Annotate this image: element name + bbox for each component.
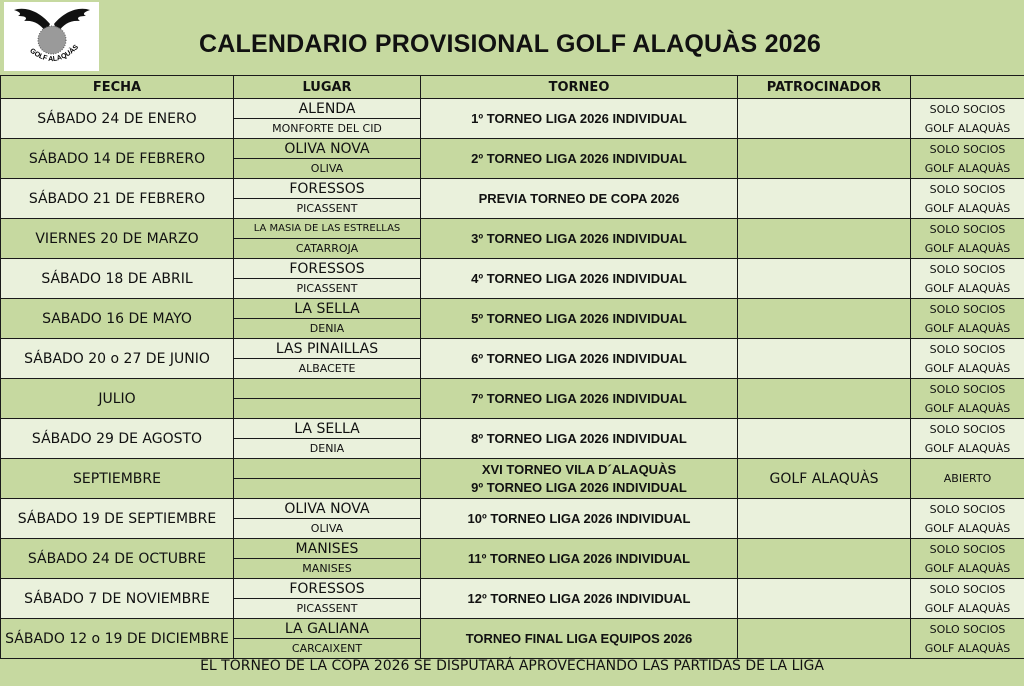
lugar-town: DENIA <box>309 322 345 335</box>
acceso-line-1: SOLO SOCIOS <box>929 582 1006 596</box>
lugar-cell <box>234 139 421 179</box>
calendar-table <box>0 75 1024 659</box>
torneo-name: 6º TORNEO LIGA 2026 INDIVIDUAL <box>471 350 687 366</box>
patrocinador-cell <box>738 619 911 659</box>
torneo-name: 1º TORNEO LIGA 2026 INDIVIDUAL <box>471 110 687 126</box>
lugar-course: LAS PINAILLAS <box>234 339 420 359</box>
lugar-cell <box>234 379 421 419</box>
patrocinador-cell <box>738 299 911 339</box>
club-logo <box>4 2 99 71</box>
fecha-cell: SÁBADO 29 DE AGOSTO <box>1 419 234 459</box>
fecha-cell: VIERNES 20 DE MARZO <box>1 219 234 259</box>
acceso-line-1: ABIERTO <box>943 472 992 485</box>
lugar-course: OLIVA NOVA <box>234 499 420 519</box>
header-fecha: FECHA <box>1 76 234 99</box>
lugar-town: CARCAIXENT <box>291 642 363 655</box>
fecha-cell: SÁBADO 19 DE SEPTIEMBRE <box>1 499 234 539</box>
acceso-cell <box>911 339 1024 379</box>
torneo-name: 3º TORNEO LIGA 2026 INDIVIDUAL <box>471 230 687 246</box>
acceso-line-2: GOLF ALAQUÀS <box>924 401 1011 415</box>
footer-note: EL TORNEO DE LA COPA 2026 SE DISPUTARÁ APROVECHANDO LAS PARTIDAS DE LA LIGA <box>200 658 824 674</box>
torneo-cell <box>421 339 738 379</box>
lugar-cell <box>234 219 421 259</box>
patrocinador-cell <box>738 219 911 259</box>
patrocinador-cell <box>738 579 911 619</box>
fecha-cell: SÁBADO 14 DE FEBRERO <box>1 139 234 179</box>
fecha-cell: SÁBADO 18 DE ABRIL <box>1 259 234 299</box>
lugar-cell <box>234 459 421 499</box>
lugar-town: PICASSENT <box>296 202 358 215</box>
acceso-cell <box>911 299 1024 339</box>
patrocinador-cell <box>738 139 911 179</box>
table-row <box>1 139 1024 179</box>
lugar-course: FORESSOS <box>234 259 420 279</box>
acceso-line-2: GOLF ALAQUÀS <box>924 201 1011 215</box>
lugar-town: CATARROJA <box>295 242 359 255</box>
acceso-line-2: GOLF ALAQUÀS <box>924 561 1011 575</box>
torneo-cell <box>421 179 738 219</box>
lugar-cell <box>234 339 421 379</box>
acceso-cell <box>911 579 1024 619</box>
header-row <box>1 76 1024 99</box>
page-title: CALENDARIO PROVISIONAL GOLF ALAQUÀS 2026 <box>199 30 821 58</box>
torneo-cell <box>421 219 738 259</box>
acceso-line-1: SOLO SOCIOS <box>929 222 1006 236</box>
fecha-cell: SÁBADO 7 DE NOVIEMBRE <box>1 579 234 619</box>
patrocinador-cell: GOLF ALAQUÀS <box>738 459 911 499</box>
acceso-line-2: GOLF ALAQUÀS <box>924 521 1011 535</box>
lugar-course: LA GALIANA <box>234 619 420 639</box>
torneo-cell <box>421 539 738 579</box>
lugar-cell <box>234 539 421 579</box>
table-row <box>1 499 1024 539</box>
acceso-cell <box>911 499 1024 539</box>
acceso-line-1: SOLO SOCIOS <box>929 422 1006 436</box>
lugar-town <box>234 399 420 418</box>
fecha-cell: SÁBADO 12 o 19 DE DICIEMBRE <box>1 619 234 659</box>
header-patrocinador: PATROCINADOR <box>738 76 911 99</box>
lugar-town: DENIA <box>309 442 345 455</box>
fecha-cell: SABADO 16 DE MAYO <box>1 299 234 339</box>
torneo-cell <box>421 619 738 659</box>
lugar-town: OLIVA <box>310 162 344 175</box>
fecha-cell: SÁBADO 24 DE ENERO <box>1 99 234 139</box>
lugar-cell <box>234 419 421 459</box>
lugar-course: OLIVA NOVA <box>234 139 420 159</box>
header-lugar: LUGAR <box>234 76 421 99</box>
fecha-cell: SÁBADO 21 DE FEBRERO <box>1 179 234 219</box>
torneo-cell <box>421 499 738 539</box>
lugar-cell <box>234 99 421 139</box>
acceso-cell <box>911 179 1024 219</box>
acceso-line-1: SOLO SOCIOS <box>929 542 1006 556</box>
acceso-line-1: SOLO SOCIOS <box>929 262 1006 276</box>
fecha-cell: SÁBADO 24 DE OCTUBRE <box>1 539 234 579</box>
lugar-cell <box>234 619 421 659</box>
acceso-cell <box>911 219 1024 259</box>
lugar-course <box>234 459 420 479</box>
lugar-town: PICASSENT <box>296 602 358 615</box>
lugar-cell <box>234 579 421 619</box>
acceso-line-1: SOLO SOCIOS <box>929 342 1006 356</box>
acceso-line-1: SOLO SOCIOS <box>929 302 1006 316</box>
table-row <box>1 259 1024 299</box>
fecha-cell: JULIO <box>1 379 234 419</box>
patrocinador-cell <box>738 339 911 379</box>
lugar-town: OLIVA <box>310 522 344 535</box>
acceso-line-1: SOLO SOCIOS <box>929 622 1006 636</box>
lugar-town <box>234 479 420 498</box>
table-row <box>1 99 1024 139</box>
lugar-town: ALBACETE <box>298 362 356 375</box>
torneo-name-2: 9º TORNEO LIGA 2026 INDIVIDUAL <box>471 479 687 495</box>
table-row <box>1 619 1024 659</box>
lugar-course: FORESSOS <box>234 179 420 199</box>
acceso-cell <box>911 139 1024 179</box>
torneo-name: XVI TORNEO VILA D´ALAQUÀS <box>481 461 677 477</box>
acceso-line-2: GOLF ALAQUÀS <box>924 241 1011 255</box>
patrocinador-cell <box>738 499 911 539</box>
lugar-town: MANISES <box>302 562 352 575</box>
fecha-cell: SEPTIEMBRE <box>1 459 234 499</box>
acceso-line-2: GOLF ALAQUÀS <box>924 641 1011 655</box>
acceso-cell <box>911 619 1024 659</box>
lugar-course: MANISES <box>234 539 420 559</box>
table-row <box>1 579 1024 619</box>
lugar-course: FORESSOS <box>234 579 420 599</box>
lugar-course <box>234 379 420 399</box>
acceso-cell <box>911 379 1024 419</box>
torneo-name: 5º TORNEO LIGA 2026 INDIVIDUAL <box>471 310 687 326</box>
acceso-line-1: SOLO SOCIOS <box>929 142 1006 156</box>
torneo-name: TORNEO FINAL LIGA EQUIPOS 2026 <box>465 630 693 646</box>
table-row <box>1 299 1024 339</box>
torneo-name: 2º TORNEO LIGA 2026 INDIVIDUAL <box>471 150 687 166</box>
patrocinador-cell <box>738 259 911 299</box>
winged-golf-ball-icon <box>4 2 99 71</box>
acceso-line-1: SOLO SOCIOS <box>929 382 1006 396</box>
torneo-name: 11º TORNEO LIGA 2026 INDIVIDUAL <box>467 550 691 566</box>
lugar-cell <box>234 499 421 539</box>
lugar-course: LA MASIA DE LAS ESTRELLAS <box>234 219 420 239</box>
patrocinador-cell <box>738 419 911 459</box>
torneo-name: PREVIA TORNEO DE COPA 2026 <box>478 190 680 206</box>
acceso-line-2: GOLF ALAQUÀS <box>924 441 1011 455</box>
acceso-line-2: GOLF ALAQUÀS <box>924 321 1011 335</box>
table-row <box>1 339 1024 379</box>
acceso-line-2: GOLF ALAQUÀS <box>924 161 1011 175</box>
torneo-cell <box>421 459 738 499</box>
acceso-cell <box>911 259 1024 299</box>
table-row <box>1 419 1024 459</box>
acceso-line-1: SOLO SOCIOS <box>929 102 1006 116</box>
torneo-cell <box>421 259 738 299</box>
lugar-cell <box>234 259 421 299</box>
torneo-cell <box>421 419 738 459</box>
patrocinador-cell <box>738 179 911 219</box>
acceso-cell <box>911 539 1024 579</box>
patrocinador-cell <box>738 379 911 419</box>
lugar-course: ALENDA <box>234 99 420 119</box>
lugar-town: MONFORTE DEL CID <box>272 122 382 135</box>
table-row <box>1 539 1024 579</box>
header-acceso <box>911 76 1024 99</box>
lugar-course: LA SELLA <box>234 419 420 439</box>
patrocinador-cell <box>738 539 911 579</box>
torneo-cell <box>421 299 738 339</box>
table-row <box>1 459 1024 499</box>
acceso-line-1: SOLO SOCIOS <box>929 182 1006 196</box>
torneo-name: 12º TORNEO LIGA 2026 INDIVIDUAL <box>467 590 691 606</box>
header-torneo: TORNEO <box>421 76 738 99</box>
acceso-line-2: GOLF ALAQUÀS <box>924 121 1011 135</box>
lugar-cell <box>234 299 421 339</box>
table-row <box>1 219 1024 259</box>
acceso-line-2: GOLF ALAQUÀS <box>924 361 1011 375</box>
table-row <box>1 179 1024 219</box>
torneo-cell <box>421 379 738 419</box>
svg-text:GOLF ALAQUÀS: GOLF ALAQUÀS <box>28 43 81 64</box>
lugar-cell <box>234 179 421 219</box>
fecha-cell: SÁBADO 20 o 27 DE JUNIO <box>1 339 234 379</box>
lugar-course: LA SELLA <box>234 299 420 319</box>
torneo-cell <box>421 579 738 619</box>
torneo-name: 4º TORNEO LIGA 2026 INDIVIDUAL <box>471 270 687 286</box>
acceso-cell <box>911 99 1024 139</box>
torneo-name: 7º TORNEO LIGA 2026 INDIVIDUAL <box>471 390 687 406</box>
torneo-name: 10º TORNEO LIGA 2026 INDIVIDUAL <box>467 510 691 526</box>
lugar-town: PICASSENT <box>296 282 358 295</box>
acceso-line-2: GOLF ALAQUÀS <box>924 601 1011 615</box>
acceso-line-2: GOLF ALAQUÀS <box>924 281 1011 295</box>
torneo-cell <box>421 139 738 179</box>
acceso-line-1: SOLO SOCIOS <box>929 502 1006 516</box>
torneo-cell <box>421 99 738 139</box>
table-row <box>1 379 1024 419</box>
acceso-cell <box>911 459 1024 499</box>
torneo-name: 8º TORNEO LIGA 2026 INDIVIDUAL <box>471 430 687 446</box>
acceso-cell <box>911 419 1024 459</box>
patrocinador-cell <box>738 99 911 139</box>
